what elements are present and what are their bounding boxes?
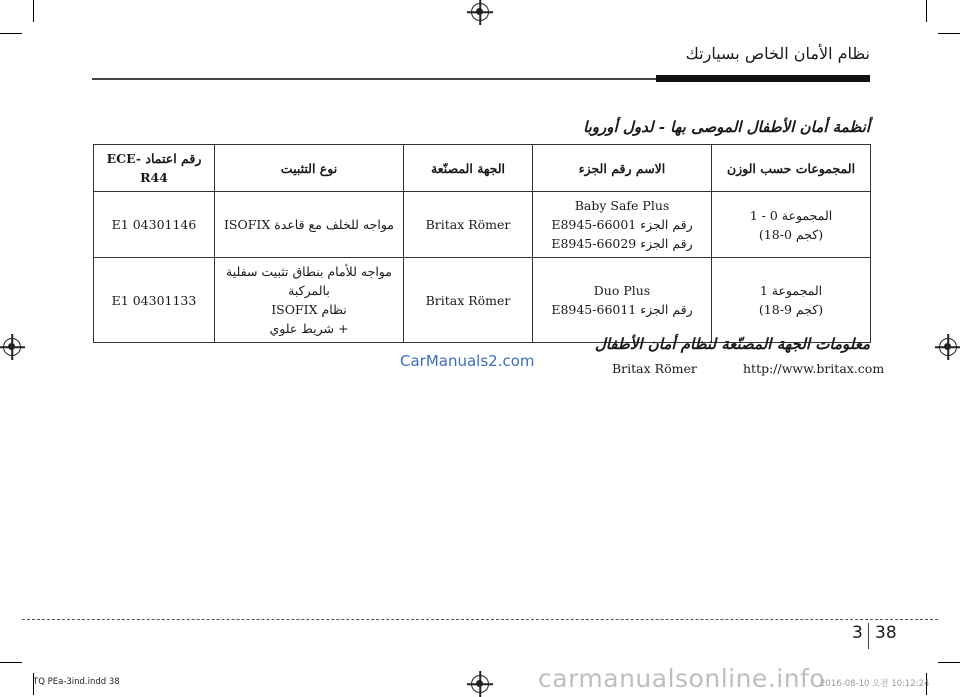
cell-maker: Britax Römer (404, 258, 533, 343)
print-slug-date: 2016-08-10 오전 10:12:24 (820, 679, 930, 689)
manufacturer-url[interactable]: http://www.britax.com (743, 361, 885, 376)
crop-mark (938, 33, 960, 34)
crop-mark (0, 662, 22, 663)
cell-fix: مواجه للخلف مع قاعدة ISOFIX (215, 192, 404, 258)
registration-mark-icon (471, 3, 489, 21)
page-number: 38 (875, 623, 897, 643)
manufacturer-name: Britax Römer (612, 361, 697, 376)
registration-mark-icon (3, 338, 21, 356)
cell-approval: E1 04301133 (94, 258, 215, 343)
header-accent-bar (656, 75, 870, 82)
cell-group: المجموعة 1 (كجم 9-18) (712, 258, 871, 343)
cell-approval: E1 04301146 (94, 192, 215, 258)
crop-mark (33, 0, 34, 22)
chapter-number: 3 (852, 623, 863, 643)
crop-mark (926, 0, 927, 22)
section-title-manufacturer: معلومات الجهة المصنّعة لنظام أمان الأطفال (594, 335, 870, 353)
footer-watermark: carmanualsonline.info (538, 664, 826, 693)
cell-maker: Britax Römer (404, 192, 533, 258)
page-header-title: نظام الأمان الخاص بسيارتك (685, 44, 870, 63)
table-row (94, 192, 871, 258)
footer-dashed-rule (22, 619, 938, 620)
cell-group: المجموعة 0 - 1 (كجم 0-18) (712, 192, 871, 258)
child-seat-table (93, 144, 871, 343)
site-watermark: CarManuals2.com (400, 352, 535, 370)
section-title-recommended: أنظمة أمان الأطفال الموصى بها - لدول أوروبا (583, 118, 870, 136)
registration-mark-icon (939, 338, 957, 356)
col-header-group: المجموعات حسب الوزن (712, 145, 871, 192)
cell-part: Baby Safe Plus رقم الجزء E8945-66001 رقم الجزء E8945-66029 (533, 192, 712, 258)
print-slug-file: TQ PEa-3ind.indd 38 (33, 677, 120, 687)
page-number-separator (868, 623, 869, 649)
col-header-maker: الجهة المصنّعة (404, 145, 533, 192)
crop-mark (0, 33, 22, 34)
col-header-part: الاسم رقم الجزء (533, 145, 712, 192)
registration-mark-icon (471, 675, 489, 693)
cell-fix: مواجه للأمام بنطاق تثبيت سفلية بالمركبة نظام ISOFIX + شريط علوي (215, 258, 404, 343)
crop-mark (938, 662, 960, 663)
col-header-fix: نوع التثبيت (215, 145, 404, 192)
cell-part: Duo Plus رقم الجزء E8945-66011 (533, 258, 712, 343)
table-row (94, 258, 871, 343)
table-header-row (94, 145, 871, 192)
col-header-approval: رقم اعتماد ECE-R44 (94, 145, 215, 192)
